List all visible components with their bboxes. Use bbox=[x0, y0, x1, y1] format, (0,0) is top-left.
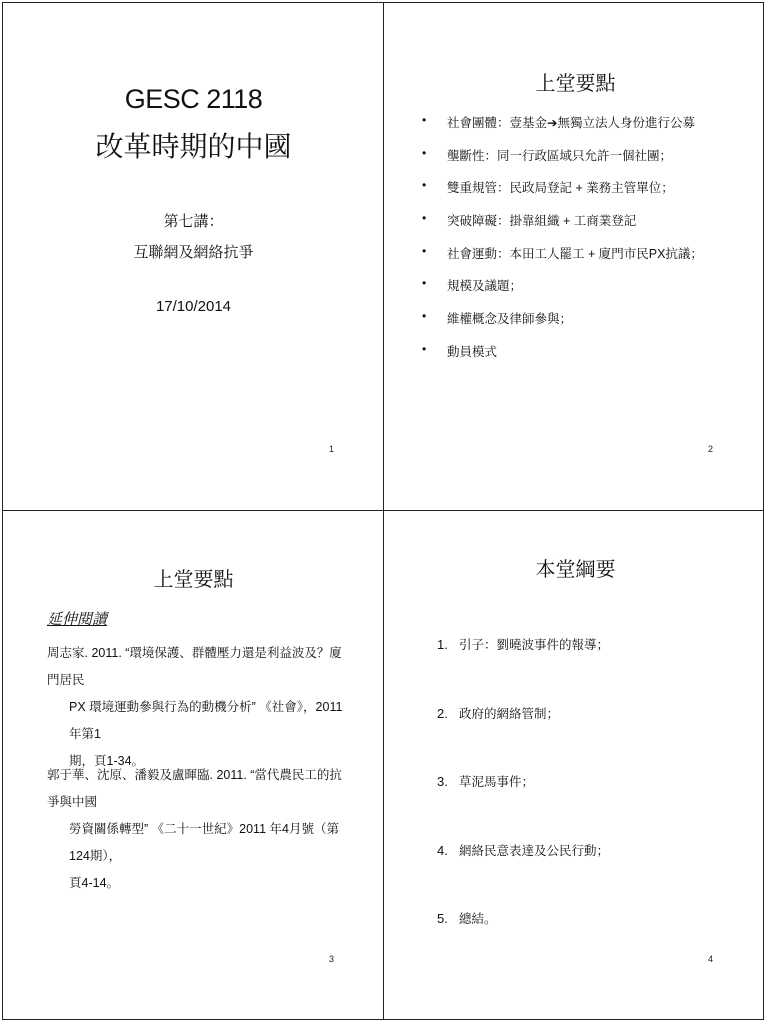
outline-item bbox=[437, 704, 609, 773]
outline-number: 3. bbox=[437, 774, 448, 789]
page-number: 2 bbox=[708, 444, 714, 454]
reference-entry bbox=[47, 762, 352, 897]
bullet-list bbox=[422, 113, 703, 375]
reference-line: 頁4-14。 bbox=[69, 876, 120, 890]
reference-line: 勞資關係轉型” 《二十一世紀》2011 年4月號（第124期）， bbox=[69, 822, 339, 863]
reference-line: 郭于華、沈原、潘毅及盧暉臨. 2011. “當代農民工的抗爭與中國 bbox=[47, 768, 342, 809]
reference-line: PX 環境運動參與行為的動機分析” 《社會》，2011年第1 bbox=[69, 700, 343, 741]
further-reading-heading: 延伸閱讀 bbox=[47, 611, 108, 628]
outline-number: 1. bbox=[437, 637, 448, 652]
outline-text: 網絡民意表達及公民行動； bbox=[459, 843, 610, 858]
reference-line: 周志家. 2011. “環境保護、群體壓力還是利益波及？廈門居民 bbox=[47, 646, 342, 687]
bullet-item bbox=[422, 146, 703, 179]
bullet-item bbox=[422, 342, 703, 375]
outline-number: 2. bbox=[437, 705, 448, 721]
bullet-text: 社會運動：本田工人罷工 + 廈門市民PX抗議； bbox=[447, 246, 703, 261]
outline-item bbox=[437, 635, 609, 704]
reference-line: 期，頁1-34。 bbox=[69, 754, 145, 768]
slide-2 bbox=[385, 3, 766, 511]
lecture-number: 第七講： bbox=[163, 213, 224, 230]
slide-heading: 上堂要點 bbox=[153, 569, 234, 591]
bullet-dot-icon: • bbox=[422, 309, 427, 324]
bullet-item bbox=[422, 113, 703, 146]
outline-text: 引子：劉曉波事件的報導； bbox=[459, 638, 610, 652]
outline-item bbox=[437, 772, 609, 841]
bullet-text: 突破障礙：掛靠組織 + 工商業登記 bbox=[447, 214, 637, 229]
bullet-text: 動員模式 bbox=[447, 344, 498, 359]
bullet-text: 維權概念及律師參與； bbox=[447, 312, 573, 327]
slide-heading: 本堂綱要 bbox=[535, 559, 616, 581]
page-number: 1 bbox=[329, 444, 335, 454]
slide-4 bbox=[385, 512, 766, 1020]
outline-item bbox=[437, 841, 609, 910]
outline-number: 4. bbox=[437, 842, 448, 858]
course-title: 改革時期的中國 bbox=[95, 131, 292, 162]
reference-entry bbox=[47, 640, 352, 775]
page-number: 4 bbox=[708, 954, 714, 964]
bullet-dot-icon: • bbox=[422, 243, 427, 258]
bullet-dot-icon: • bbox=[422, 341, 427, 356]
outline-list bbox=[437, 635, 609, 978]
bullet-text: 規模及議題； bbox=[447, 279, 523, 294]
outline-text: 總結。 bbox=[459, 912, 497, 926]
bullet-text: 壟斷性：同一行政區域只允許一個社團； bbox=[447, 148, 673, 163]
page-number: 3 bbox=[329, 954, 335, 964]
bullet-item bbox=[422, 211, 703, 244]
bullet-dot-icon: • bbox=[422, 145, 427, 160]
outline-text: 政府的網絡管制； bbox=[459, 706, 560, 721]
course-code: GESC 2118 bbox=[124, 84, 263, 114]
slide-1 bbox=[3, 3, 384, 511]
bullet-item bbox=[422, 178, 703, 211]
outline-number: 5. bbox=[437, 911, 448, 926]
lecture-date: 17/10/2014 bbox=[155, 298, 232, 315]
slide-heading: 上堂要點 bbox=[535, 73, 616, 95]
bullet-text: 雙重規管：民政局登記 + 業務主管單位； bbox=[447, 181, 674, 196]
bullet-item bbox=[422, 244, 703, 277]
lecture-topic: 互聯網及網絡抗爭 bbox=[133, 244, 254, 261]
bullet-item bbox=[422, 309, 703, 342]
bullet-dot-icon: • bbox=[422, 178, 427, 193]
bullet-dot-icon: • bbox=[422, 211, 427, 226]
slide-3 bbox=[3, 512, 384, 1020]
bullet-dot-icon: • bbox=[422, 276, 427, 291]
bullet-dot-icon: • bbox=[422, 113, 427, 127]
bullet-item bbox=[422, 276, 703, 309]
outline-item bbox=[437, 909, 609, 978]
bullet-text: 社會團體：壹基金➔無獨立法人身份進行公募 bbox=[447, 116, 695, 130]
outline-text: 草泥馬事件； bbox=[459, 775, 535, 789]
